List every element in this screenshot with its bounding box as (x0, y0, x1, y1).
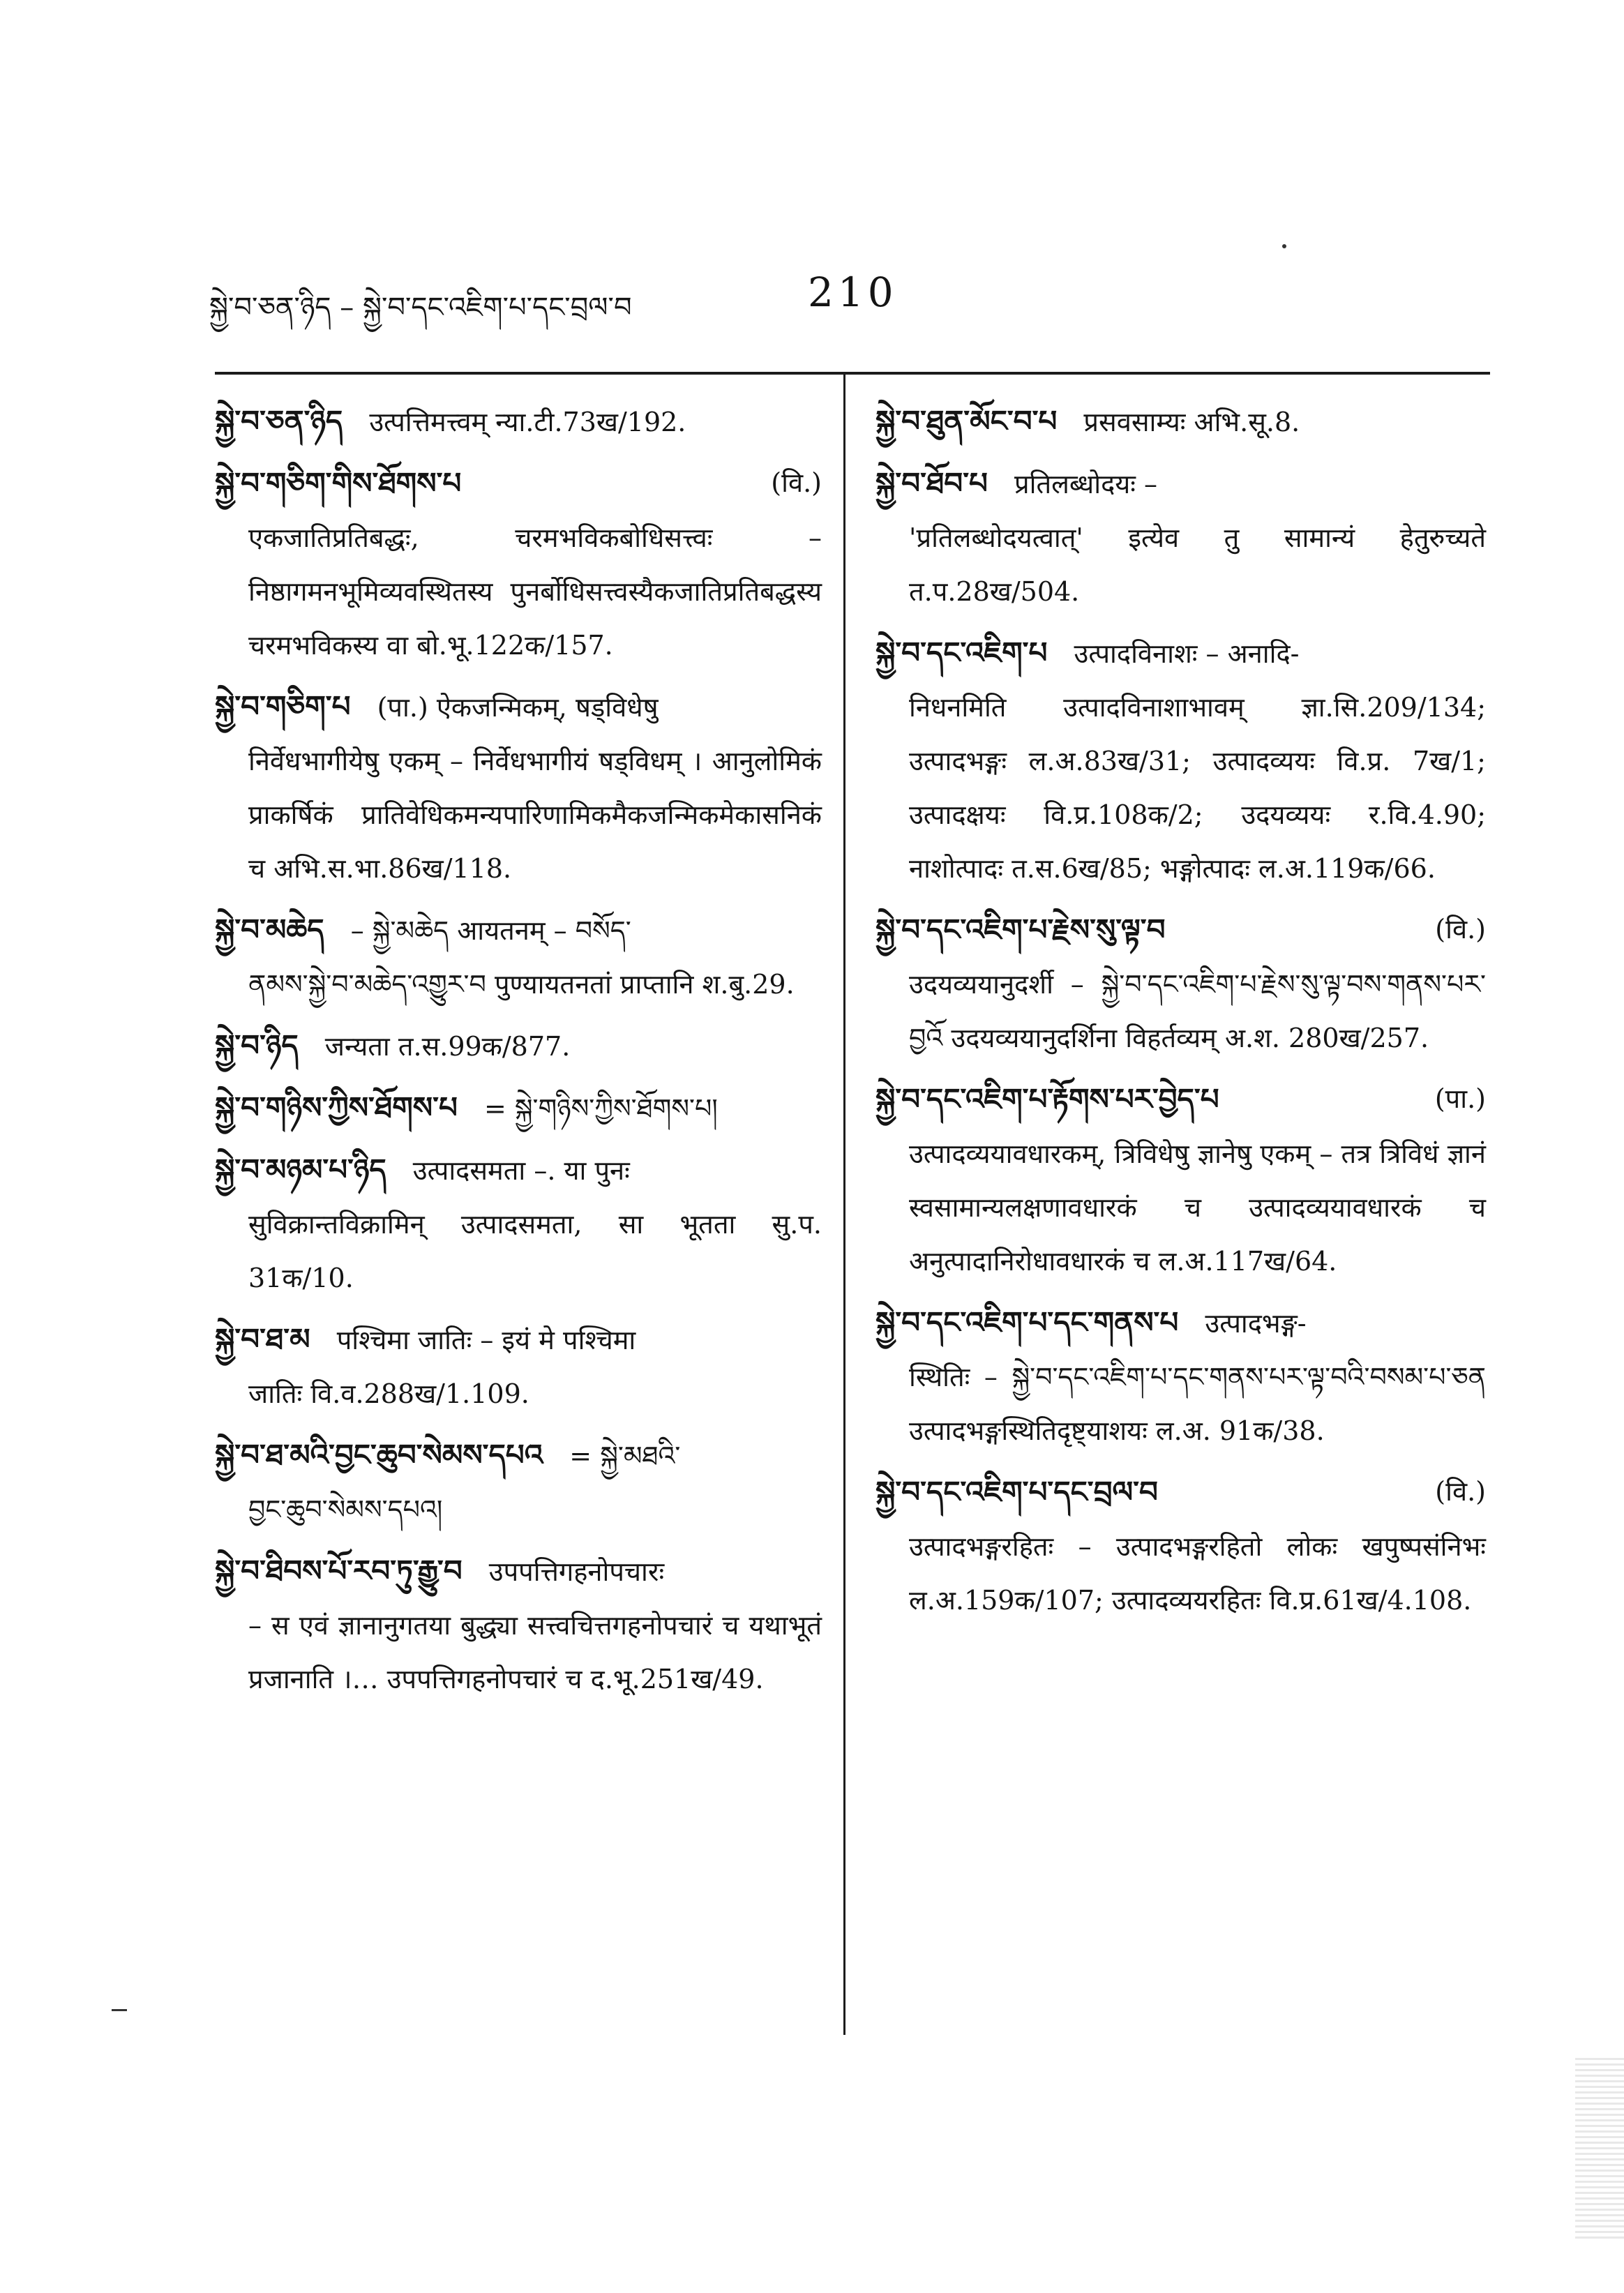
entry-headword: སྐྱེ་བ་གཉིས་ཀྱིས་ཐོགས་པ (215, 1090, 458, 1125)
entry-body: – स एवं ज्ञानानुगतया बुद्ध्या सत्त्वचित्तगहनोपचारं च यथाभूतं प्रजानाति ।… उपपत्तिगहनोपचारं च द.भू.251ख/49. (248, 1610, 822, 1694)
entry-headword: སྐྱེ་བ་ཐོབ་པ (875, 466, 988, 500)
entry-equivalent: उत्पादविनाशः – अनादि- (1074, 638, 1300, 669)
dictionary-entry (215, 1312, 822, 1421)
stray-dot (1282, 244, 1286, 248)
dictionary-entry (875, 394, 1486, 449)
left-column (215, 394, 822, 1713)
entry-headword: སྐྱེ་བ་དང་འཇིག་པ་རྗེས་སུ་ལྟ་བ (875, 912, 1166, 947)
entry-body: एकजातिप्रतिबद्धः, चरमभविकबोधिसत्त्वः – निष्ठागमनभूमिव्यवस्थितस्य पुनर्बोधिसत्त्वस्यैकजातिप्रतिबद्धस्य चरमभविकस्य वा बो.भू.122क/157. (248, 522, 822, 661)
entry-body: ནམས་སྐྱེ་བ་མཆེད་འགྱུར་བ पुण्यायतनतां प्राप्तानि श.बु.29. (248, 969, 795, 1000)
entry-equivalent: – སྐྱེ་མཆེད आयतनम् – བསོད་ (350, 915, 631, 946)
entry-headword: སྐྱེ་བ་དང་འཇིག་པ་རྟོགས་པར་བྱེད་པ (875, 1082, 1219, 1116)
entry-equivalent: जन्यता त.स.99क/877. (324, 1031, 571, 1062)
entry-equivalent: उत्पादसमता –. या पुनः (412, 1155, 630, 1186)
dictionary-entry (215, 1018, 822, 1074)
entry-body: सुविक्रान्तविक्रामिन् उत्पादसमता, सा भूतता सु.प. 31क/10. (248, 1209, 822, 1293)
entry-body: जातिः वि.व.288ख/1.109. (248, 1378, 529, 1409)
right-column (875, 394, 1486, 1634)
entry-body: स्थितिः – སྐྱེ་བ་དང་འཇིག་པ་དང་གནས་པར་ལྟ་བའི་བསམ་པ་ཅན उत्पादभङ्गस्थितिदृष्ट्याशयः ल.अ. 91क/38. (909, 1362, 1486, 1446)
entry-grammar-tag: (वि.) (771, 467, 822, 498)
entry-headword: སྐྱེ་བ་གཅིག་གིས་ཐོགས་པ (215, 466, 462, 500)
entry-equivalent: (पा.) ऐकजन्मिकम्, षड्विधेषु (377, 692, 659, 723)
dictionary-entry (215, 456, 822, 672)
dictionary-entry (875, 1072, 1486, 1288)
scan-edge-noise (1575, 2058, 1624, 2239)
entry-equivalent: प्रसवसाम्यः अभि.सू.8. (1083, 407, 1300, 437)
entry-equivalent: पश्चिमा जातिः – इयं मे पश्चिमा (336, 1325, 636, 1355)
dictionary-entry (875, 626, 1486, 896)
entry-equivalent: = སྐྱེ་གཉིས་ཀྱིས་ཐོགས་པ། (483, 1093, 718, 1124)
entry-body: निधनमिति उत्पादविनाशाभावम् ज्ञा.सि.209/134; उत्पादभङ्गः ल.अ.83ख/31; उत्पादव्ययः वि.प्र. 7ख/1; उत्पादक्षयः वि.प्र.108क/2; उदयव्ययः र.वि.4.90; नाशोत्पादः त.स.6ख/85; भङ्गोत्पादः ल.अ.119क/66. (909, 692, 1486, 884)
entry-body: उत्पादव्ययावधारकम्, त्रिविधेषु ज्ञानेषु एकम् – तत्र त्रिविधं ज्ञानं स्वसामान्यलक्षणावधारकं च उत्पादव्ययावधारकं च अनुत्पादानिरोधावधारकं च ल.अ.117ख/64. (909, 1138, 1486, 1277)
entry-headword: སྐྱེ་བ་གཅིག་པ (215, 689, 351, 723)
dictionary-entry (215, 394, 822, 449)
dictionary-entry (215, 1143, 822, 1305)
entry-headword: སྐྱེ་བ་མཉམ་པ་ཉིད (215, 1152, 386, 1187)
dictionary-entry (215, 1081, 822, 1136)
header-entry-range: སྐྱེ་བ་ཅན་ཉིད – སྐྱེ་བ་དང་འཇིག་པ་དང་བྲལ་བ (209, 292, 632, 324)
entry-headword: སྐྱེ་བ་ཐིབས་པོ་རབ་ཏུ་རྒྱུ་བ (215, 1554, 463, 1588)
running-header (209, 269, 1486, 331)
header-rule (215, 372, 1490, 375)
entry-headword: སྐྱེ་བ་ཐ་མའི་བྱང་ཆུབ་སེམས་དཔའ (215, 1438, 543, 1472)
entry-body: 'प्रतिलब्धोदयत्वात्' इत्येव तु सामान्यं हेतुरुच्यते त.प.28ख/504. (909, 522, 1486, 607)
dictionary-entry (875, 1465, 1486, 1627)
entry-equivalent: प्रतिलब्धोदयः – (1014, 469, 1158, 499)
entry-equivalent: उत्पत्तिमत्त्वम् न्या.टी.73ख/192. (369, 407, 686, 437)
dictionary-entry (875, 903, 1486, 1065)
entry-grammar-tag: (पा.) (1434, 1083, 1486, 1114)
entry-grammar-tag: (वि.) (1435, 1476, 1486, 1507)
entry-headword: སྐྱེ་བ་ཐ་མ (215, 1322, 310, 1356)
dictionary-entry (215, 1544, 822, 1706)
entry-headword: སྐྱེ་བ་ཉིད (215, 1028, 299, 1062)
page-number: 210 (808, 269, 898, 316)
entry-body: उदयव्ययानुदर्शी – སྐྱེ་བ་དང་འཇིག་པ་རྗེས་སུ་ལྟ་བས་གནས་པར་བྱའོ उदयव्ययानुदर्शिना विहर्तव्यम् अ.श. 280ख/257. (909, 969, 1486, 1053)
dictionary-entry (215, 903, 822, 1012)
stray-dash (112, 2009, 127, 2011)
entry-equivalent: उपपत्तिगहनोपचारः (488, 1556, 665, 1587)
entry-headword: སྐྱེ་བ་དང་འཇིག་པ་དང་བྲལ་བ (875, 1475, 1158, 1509)
entry-headword: སྐྱེ་བ་ཅན་ཉིད (215, 404, 343, 438)
entry-equivalent: = སྐྱེ་མཐའི་ (569, 1441, 681, 1471)
entry-headword: སྐྱེ་བ་མཆེད (215, 912, 324, 947)
entry-body: निर्वेधभागीयेषु एकम् – निर्वेधभागीयं षड्विधम् । आनुलोमिकं प्राकर्षिकं प्रातिवेधिकमन्यपारिणामिकमैकजन्मिकमेकासनिकं च अभि.स.भा.86ख/118. (248, 746, 822, 884)
entry-equivalent: उत्पादभङ्ग- (1205, 1308, 1307, 1339)
entry-headword: སྐྱེ་བ་དང་འཇིག་པ་དང་གནས་པ (875, 1305, 1179, 1339)
entry-headword: སྐྱེ་བ་ཐུན་མོང་བ་པ (875, 404, 1058, 438)
entry-body: བྱང་ཆུབ་སེམས་དཔའ། (248, 1494, 443, 1525)
dictionary-entry (215, 1428, 822, 1537)
dictionary-entry (215, 679, 822, 896)
column-divider (843, 375, 845, 2035)
entry-grammar-tag: (वि.) (1435, 914, 1486, 945)
entry-headword: སྐྱེ་བ་དང་འཇིག་པ (875, 636, 1048, 670)
dictionary-entry (875, 1295, 1486, 1458)
entry-body: उत्पादभङ्गरहितः – उत्पादभङ्गरहितो लोकः खपुष्पसंनिभः ल.अ.159क/107; उत्पादव्ययरहितः वि.प्र.61ख/4.108. (909, 1531, 1486, 1616)
dictionary-entry (875, 456, 1486, 619)
